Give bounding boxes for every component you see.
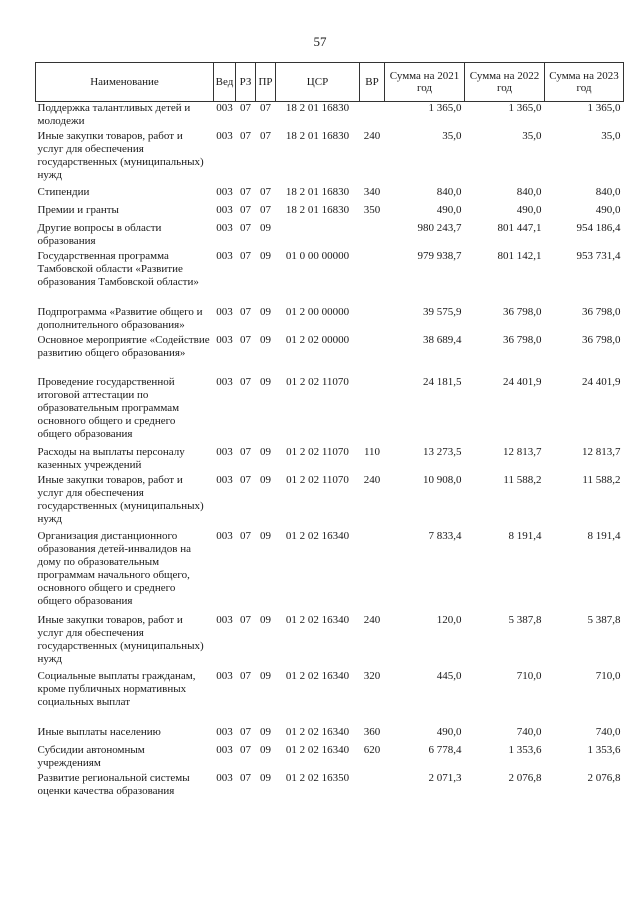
row-name: Поддержка талантливых детей и молодежи bbox=[37, 102, 191, 127]
table-row bbox=[36, 204, 624, 222]
row-ved: 003 bbox=[216, 102, 233, 114]
row-rz: 07 bbox=[240, 129, 251, 142]
row-name: Развитие региональной системы оценки качества образования bbox=[37, 771, 190, 797]
row-rz: 07 bbox=[240, 445, 251, 458]
row-pr: 07 bbox=[260, 185, 271, 198]
row-rz: 07 bbox=[240, 725, 251, 738]
row-csr: 01 2 02 11070 bbox=[286, 445, 349, 458]
row-sum-2022: 12 813,7 bbox=[503, 445, 542, 458]
row-csr: 01 2 02 16340 bbox=[285, 725, 350, 738]
row-csr: 01 2 02 16340 bbox=[285, 743, 350, 756]
table-row bbox=[36, 222, 624, 250]
table-row bbox=[36, 446, 624, 474]
row-sum-2022: 490,0 bbox=[516, 203, 542, 216]
row-sum-2023: 1 353,6 bbox=[587, 743, 621, 756]
row-csr bbox=[276, 222, 360, 250]
row-sum-2023: 954 186,4 bbox=[576, 221, 621, 234]
row-sum-2021: 13 273,5 bbox=[423, 445, 462, 458]
row-name: Другие вопросы в области образования bbox=[37, 221, 162, 247]
header-sum-2022: Сумма на 2022 год bbox=[465, 63, 545, 102]
row-pr: 07 bbox=[260, 102, 271, 114]
row-csr: 01 2 02 16350 bbox=[285, 771, 350, 784]
row-vr: 240 bbox=[363, 129, 381, 142]
table-row bbox=[36, 474, 624, 530]
row-name: Подпрограмма «Развитие общего и дополнительного образования» bbox=[37, 305, 203, 331]
row-vr bbox=[360, 250, 385, 306]
row-sum-2021: 445,0 bbox=[436, 669, 462, 682]
header-name: Наименование bbox=[36, 63, 214, 102]
row-sum-2021: 120,0 bbox=[436, 613, 462, 626]
row-name: Премии и гранты bbox=[37, 203, 119, 216]
table-row bbox=[36, 726, 624, 744]
row-vr bbox=[360, 376, 385, 446]
row-name: Основное мероприятие «Содействие развитию общего образования» bbox=[37, 333, 210, 359]
row-ved: 003 bbox=[216, 613, 233, 626]
budget-table bbox=[35, 62, 624, 802]
row-pr: 09 bbox=[260, 333, 271, 346]
row-vr: 110 bbox=[363, 445, 381, 458]
table-row bbox=[36, 744, 624, 772]
row-sum-2023: 490,0 bbox=[595, 203, 621, 216]
table-row bbox=[36, 376, 624, 446]
row-sum-2023: 24 401,9 bbox=[582, 375, 621, 388]
row-ved: 003 bbox=[216, 333, 233, 346]
row-name: Иные закупки товаров, работ и услуг для обеспечения государственных (муниципальных) нужд bbox=[37, 473, 204, 525]
row-sum-2021: 7 833,4 bbox=[428, 529, 462, 542]
row-rz: 07 bbox=[240, 375, 251, 388]
row-csr: 01 2 02 11070 bbox=[286, 473, 349, 486]
row-vr: 240 bbox=[363, 473, 381, 486]
row-pr: 09 bbox=[260, 445, 271, 458]
row-sum-2021: 840,0 bbox=[436, 185, 462, 198]
row-vr: 340 bbox=[363, 185, 381, 198]
row-vr: 240 bbox=[363, 613, 381, 626]
row-name: Государственная программа Тамбовской области «Развитие образования Тамбовской области» bbox=[37, 249, 199, 288]
header-sum-2023: Сумма на 2023 год bbox=[545, 63, 624, 102]
row-name: Иные закупки товаров, работ и услуг для обеспечения государственных (муниципальных) нужд bbox=[37, 613, 204, 665]
row-vr bbox=[360, 222, 385, 250]
row-sum-2022: 740,0 bbox=[516, 725, 542, 738]
row-ved: 003 bbox=[216, 305, 233, 318]
row-pr: 09 bbox=[260, 375, 271, 388]
row-rz: 07 bbox=[240, 529, 251, 542]
row-ved: 003 bbox=[216, 473, 233, 486]
header-ved: Вед bbox=[214, 63, 236, 102]
header-rz: РЗ bbox=[236, 63, 256, 102]
row-sum-2023: 36 798,0 bbox=[582, 305, 621, 318]
row-rz: 07 bbox=[240, 771, 251, 784]
row-rz: 07 bbox=[240, 102, 251, 114]
row-csr: 18 2 01 16830 bbox=[285, 185, 350, 198]
row-sum-2022: 11 588,2 bbox=[503, 473, 542, 486]
row-sum-2021: 490,0 bbox=[436, 725, 462, 738]
table-row bbox=[36, 250, 624, 306]
row-name: Иные закупки товаров, работ и услуг для обеспечения государственных (муниципальных) нужд bbox=[37, 129, 204, 181]
row-vr: 350 bbox=[363, 203, 381, 216]
row-rz: 07 bbox=[240, 305, 251, 318]
row-rz: 07 bbox=[240, 613, 251, 626]
row-csr: 01 2 02 16340 bbox=[285, 529, 350, 542]
table-row bbox=[36, 614, 624, 670]
row-ved: 003 bbox=[216, 203, 233, 216]
row-rz: 07 bbox=[240, 249, 251, 262]
row-sum-2023: 5 387,8 bbox=[587, 613, 621, 626]
row-pr: 09 bbox=[260, 529, 271, 542]
row-rz: 07 bbox=[240, 743, 251, 756]
row-rz: 07 bbox=[240, 333, 251, 346]
row-sum-2023: 840,0 bbox=[595, 185, 621, 198]
row-csr: 01 2 00 00000 bbox=[285, 305, 350, 318]
row-pr: 09 bbox=[260, 725, 271, 738]
row-pr: 07 bbox=[260, 203, 271, 216]
row-name: Стипендии bbox=[37, 185, 90, 198]
table-row bbox=[36, 186, 624, 204]
row-vr bbox=[360, 530, 385, 614]
row-sum-2023: 8 191,4 bbox=[587, 529, 621, 542]
row-sum-2023: 953 731,4 bbox=[576, 249, 621, 262]
row-sum-2022: 1 353,6 bbox=[508, 743, 542, 756]
row-sum-2021: 38 689,4 bbox=[423, 333, 462, 346]
row-csr: 01 2 02 11070 bbox=[286, 375, 349, 388]
row-vr: 620 bbox=[363, 743, 381, 756]
row-sum-2021: 2 071,3 bbox=[428, 771, 462, 784]
row-vr bbox=[360, 102, 385, 130]
row-sum-2023: 710,0 bbox=[595, 669, 621, 682]
row-rz: 07 bbox=[240, 221, 251, 234]
row-ved: 003 bbox=[216, 185, 233, 198]
row-sum-2021: 10 908,0 bbox=[423, 473, 462, 486]
row-name: Субсидии автономным учреждениям bbox=[37, 743, 145, 769]
row-vr bbox=[360, 772, 385, 802]
header-csr: ЦСР bbox=[276, 63, 360, 102]
row-pr: 09 bbox=[260, 771, 271, 784]
row-sum-2022: 35,0 bbox=[522, 129, 542, 142]
row-pr: 09 bbox=[260, 743, 271, 756]
row-ved: 003 bbox=[216, 375, 233, 388]
row-vr: 320 bbox=[363, 669, 381, 682]
row-sum-2021: 980 243,7 bbox=[417, 221, 462, 234]
row-sum-2021: 24 181,5 bbox=[423, 375, 462, 388]
row-sum-2021: 979 938,7 bbox=[417, 249, 462, 262]
row-pr: 09 bbox=[260, 613, 271, 626]
row-csr: 18 2 01 16830 bbox=[285, 203, 350, 216]
row-sum-2021: 6 778,4 bbox=[428, 743, 462, 756]
row-ved: 003 bbox=[216, 445, 233, 458]
row-sum-2022: 710,0 bbox=[516, 669, 542, 682]
row-sum-2022: 5 387,8 bbox=[508, 613, 542, 626]
row-pr: 09 bbox=[260, 221, 271, 234]
header-sum-2021: Сумма на 2021 год bbox=[385, 63, 465, 102]
row-sum-2022: 2 076,8 bbox=[508, 771, 542, 784]
row-sum-2021: 1 365,0 bbox=[428, 102, 462, 114]
row-rz: 07 bbox=[240, 473, 251, 486]
row-sum-2022: 1 365,0 bbox=[508, 102, 542, 114]
row-csr: 01 0 00 00000 bbox=[285, 249, 350, 262]
row-ved: 003 bbox=[216, 129, 233, 142]
table-row bbox=[36, 670, 624, 726]
row-name: Расходы на выплаты персоналу казенных учреждений bbox=[37, 445, 185, 471]
row-vr bbox=[360, 334, 385, 376]
row-sum-2022: 801 447,1 bbox=[497, 221, 542, 234]
row-sum-2022: 36 798,0 bbox=[503, 333, 542, 346]
row-csr: 01 2 02 16340 bbox=[285, 669, 350, 682]
row-pr: 09 bbox=[260, 669, 271, 682]
row-sum-2022: 840,0 bbox=[516, 185, 542, 198]
row-ved: 003 bbox=[216, 669, 233, 682]
row-pr: 09 bbox=[260, 473, 271, 486]
row-name: Проведение государственной итоговой аттестации по образовательным программам основного общего и среднего общего образования bbox=[37, 375, 180, 440]
row-rz: 07 bbox=[240, 185, 251, 198]
row-pr: 09 bbox=[260, 305, 271, 318]
row-ved: 003 bbox=[216, 249, 233, 262]
table-row bbox=[36, 334, 624, 376]
row-pr: 09 bbox=[260, 249, 271, 262]
row-rz: 07 bbox=[240, 203, 251, 216]
table-row bbox=[36, 130, 624, 186]
row-ved: 003 bbox=[216, 221, 233, 234]
row-sum-2021: 39 575,9 bbox=[423, 305, 462, 318]
row-sum-2023: 1 365,0 bbox=[587, 102, 621, 114]
row-sum-2022: 801 142,1 bbox=[497, 249, 542, 262]
row-sum-2023: 12 813,7 bbox=[582, 445, 621, 458]
row-csr: 18 2 01 16830 bbox=[285, 102, 350, 114]
row-vr: 360 bbox=[363, 725, 381, 738]
table-row bbox=[36, 772, 624, 802]
row-sum-2021: 35,0 bbox=[442, 129, 462, 142]
row-name: Организация дистанционного образования детей-инвалидов на дому по образовательным программам начального общего, основного общего и среднего общего образования bbox=[37, 529, 191, 607]
header-pr: ПР bbox=[256, 63, 276, 102]
header-vr: ВР bbox=[360, 63, 385, 102]
row-pr: 07 bbox=[260, 129, 271, 142]
row-name: Иные выплаты населению bbox=[37, 725, 161, 738]
row-sum-2023: 740,0 bbox=[595, 725, 621, 738]
table-body bbox=[36, 102, 624, 802]
row-sum-2023: 11 588,2 bbox=[582, 473, 621, 486]
row-sum-2021: 490,0 bbox=[436, 203, 462, 216]
row-sum-2023: 35,0 bbox=[601, 129, 621, 142]
row-name: Социальные выплаты гражданам, кроме публичных нормативных социальных выплат bbox=[37, 669, 196, 708]
table-row bbox=[36, 306, 624, 334]
row-ved: 003 bbox=[216, 743, 233, 756]
row-sum-2022: 36 798,0 bbox=[503, 305, 542, 318]
row-csr: 18 2 01 16830 bbox=[285, 129, 350, 142]
row-vr bbox=[360, 306, 385, 334]
row-sum-2022: 24 401,9 bbox=[503, 375, 542, 388]
table-row bbox=[36, 102, 624, 130]
row-sum-2022: 8 191,4 bbox=[508, 529, 542, 542]
row-ved: 003 bbox=[216, 529, 233, 542]
row-rz: 07 bbox=[240, 669, 251, 682]
table-row bbox=[36, 530, 624, 614]
row-csr: 01 2 02 00000 bbox=[285, 333, 350, 346]
row-ved: 003 bbox=[216, 725, 233, 738]
row-sum-2023: 2 076,8 bbox=[587, 771, 621, 784]
table-header-row bbox=[36, 63, 624, 102]
row-sum-2023: 36 798,0 bbox=[582, 333, 621, 346]
row-csr: 01 2 02 16340 bbox=[285, 613, 350, 626]
row-ved: 003 bbox=[216, 771, 233, 784]
page-number: 57 bbox=[313, 34, 327, 49]
